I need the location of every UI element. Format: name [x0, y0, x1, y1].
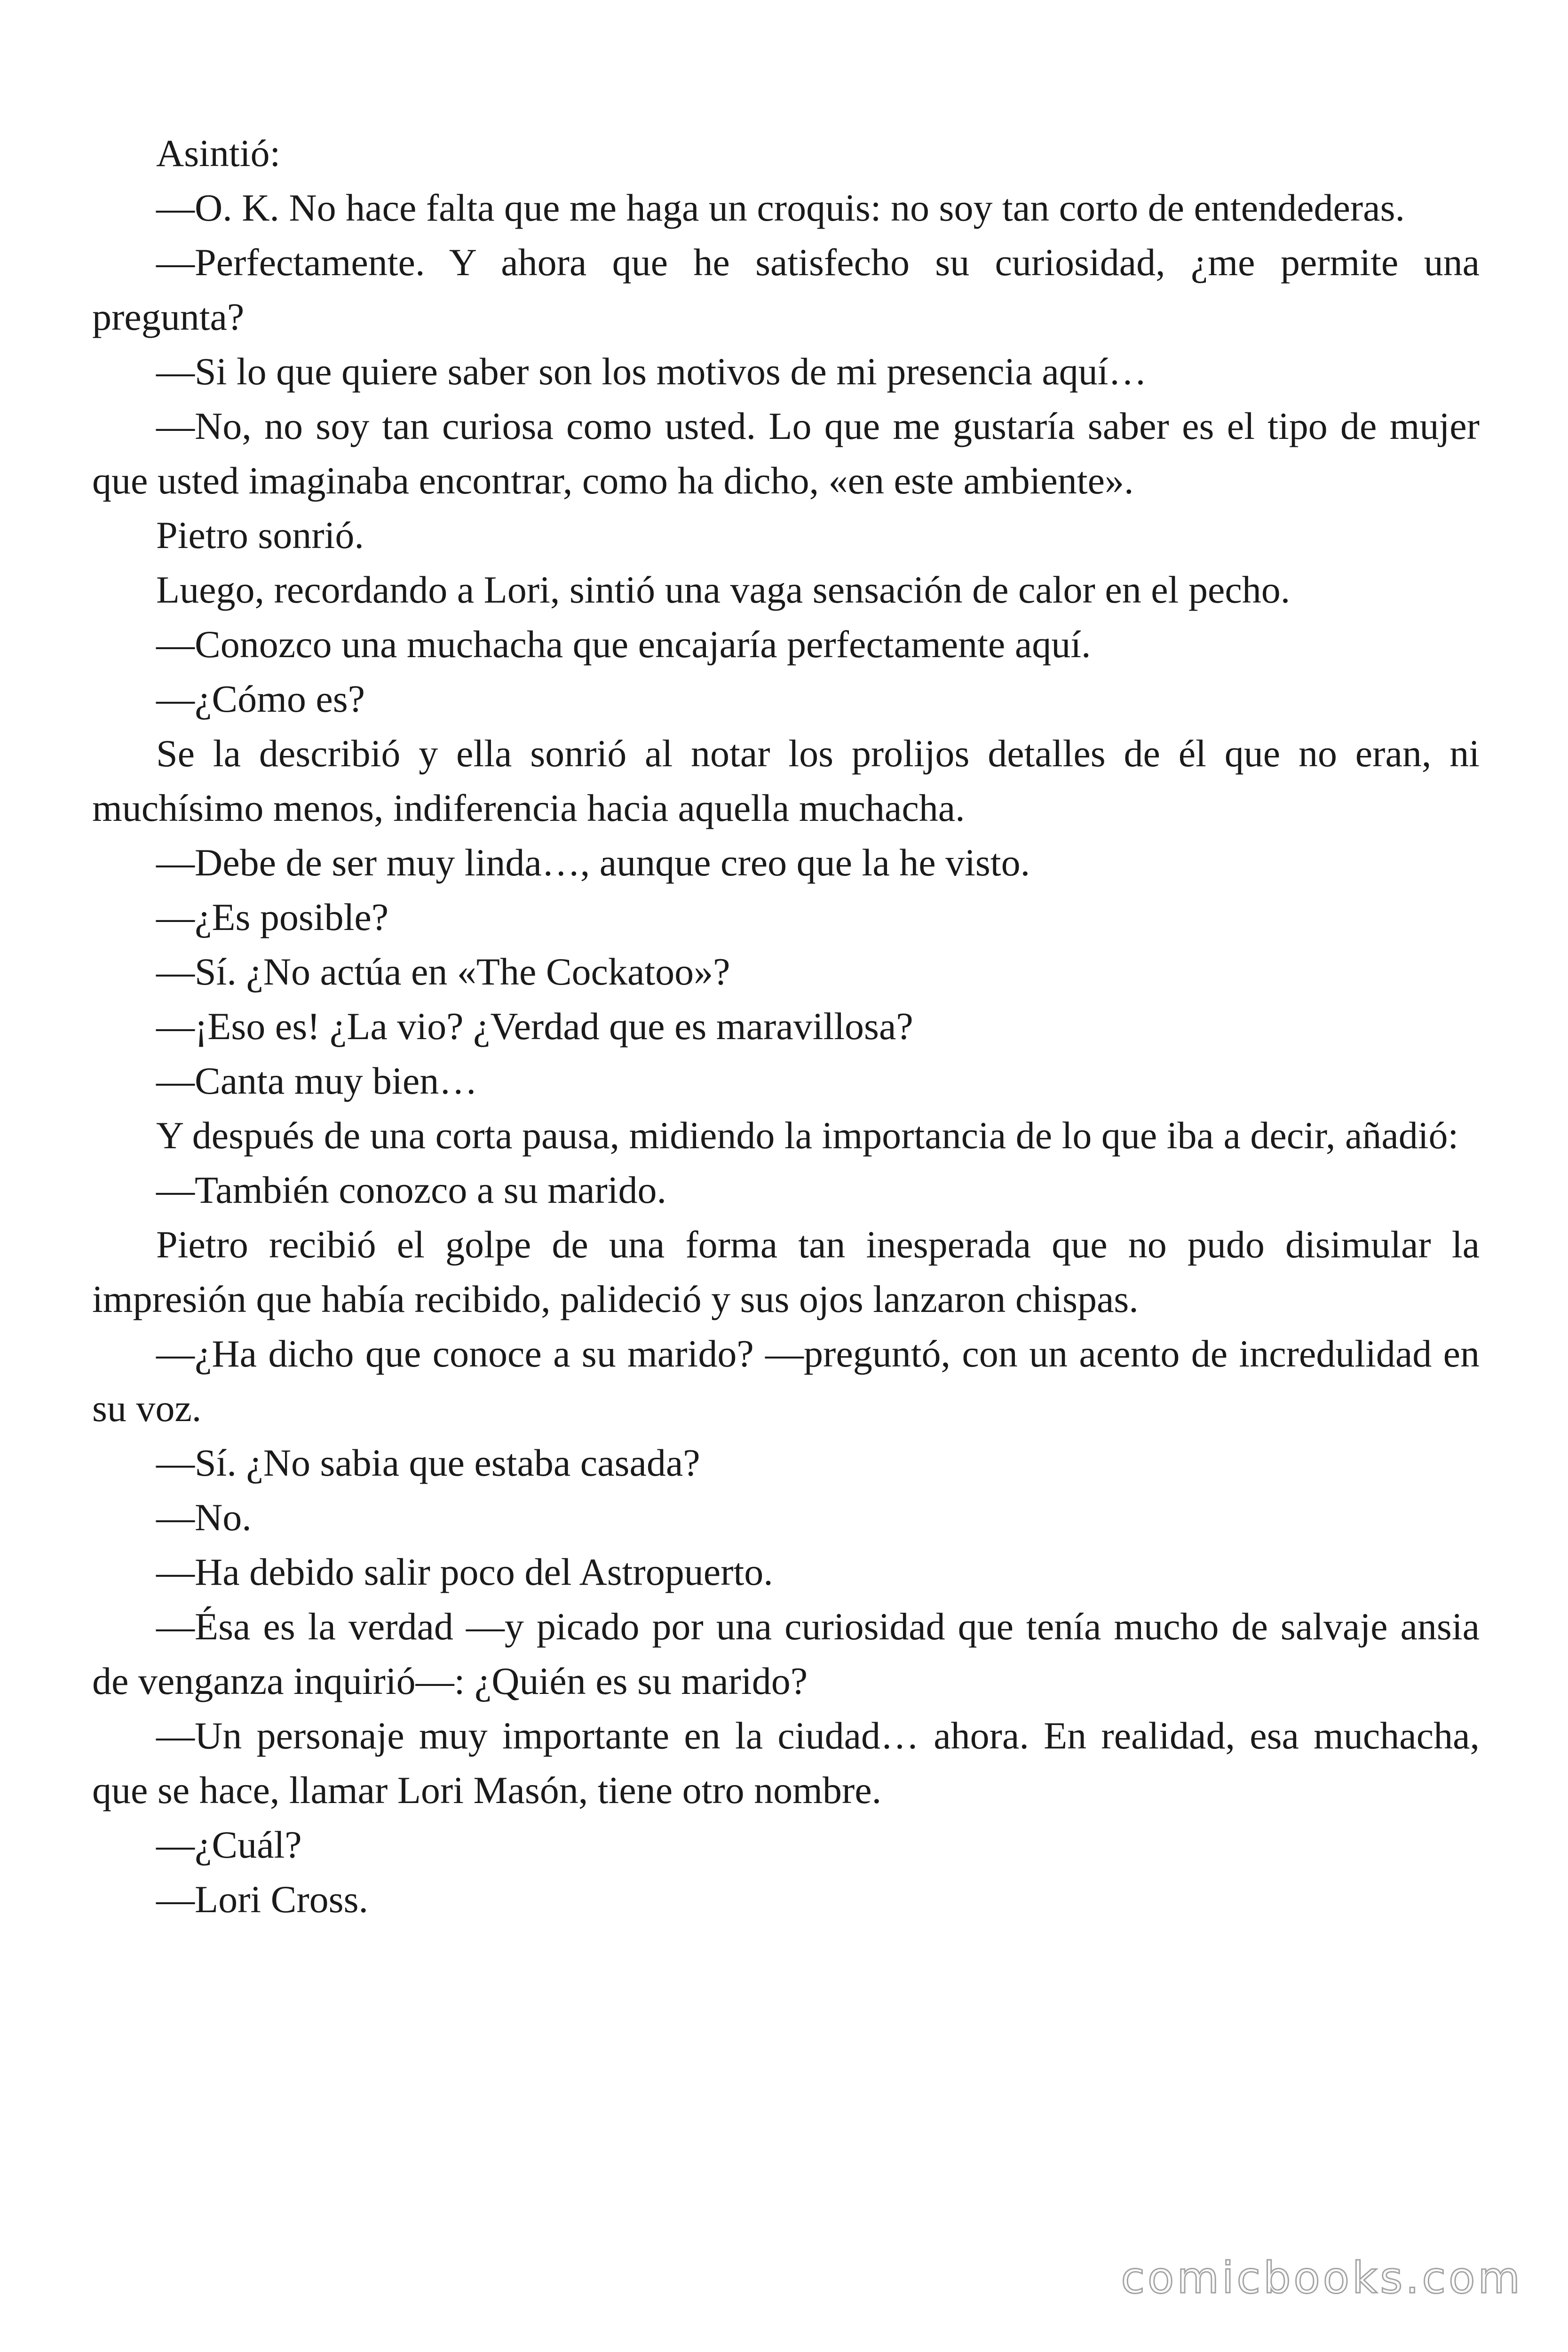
paragraph: Pietro recibió el golpe de una forma tan inesperada que no pudo disimular la impresión que había recibido, palideció y sus ojos lanzaron chispas. — [92, 1223, 1480, 1320]
paragraph: Y después de una corta pausa, midiendo la importancia de lo que iba a decir, añadió: — [156, 1114, 1459, 1157]
paragraph: —Canta muy bien… — [156, 1059, 478, 1102]
paragraph: —Sí. ¿No actúa en «The Cockatoo»? — [156, 950, 730, 993]
paragraph: —Ésa es la verdad —y picado por una curiosidad que tenía mucho de salvaje ansia de venganza inquirió—: ¿Quién es su marido? — [92, 1605, 1480, 1702]
paragraph: —Lori Cross. — [156, 1878, 368, 1921]
paragraph: —También conozco a su marido. — [156, 1168, 666, 1211]
paragraph: —¡Eso es! ¿La vio? ¿Verdad que es maravillosa? — [156, 1005, 913, 1048]
page-body — [92, 126, 1480, 1927]
paragraph: —¿Cómo es? — [156, 677, 365, 720]
watermark: comicbooks.com — [1121, 2253, 1523, 2303]
paragraph: —O. K. No hace falta que me haga un croquis: no soy tan corto de entendederas. — [156, 186, 1405, 229]
paragraph: —¿Cuál? — [156, 1823, 302, 1866]
paragraph: —Ha debido salir poco del Astropuerto. — [156, 1550, 773, 1593]
paragraph: —Un personaje muy importante en la ciudad… ahora. En realidad, esa muchacha, que se hace, llamar Lori Masón, tiene otro nombre. — [92, 1714, 1480, 1812]
paragraph: —No, no soy tan curiosa como usted. Lo que me gustaría saber es el tipo de mujer que usted imaginaba encontrar, como ha dicho, «en este ambiente». — [92, 405, 1480, 502]
paragraph: —Conozco una muchacha que encajaría perfectamente aquí. — [156, 623, 1091, 666]
paragraph: —Sí. ¿No sabia que estaba casada? — [156, 1441, 700, 1484]
paragraph: Se la describió y ella sonrió al notar los prolijos detalles de él que no eran, ni muchísimo menos, indiferencia hacia aquella muchacha. — [92, 732, 1480, 829]
paragraph: Pietro sonrió. — [156, 514, 364, 556]
paragraph: Asintió: — [156, 132, 281, 175]
paragraph: —¿Es posible? — [156, 896, 389, 938]
paragraph: —¿Ha dicho que conoce a su marido? —preguntó, con un acento de incredulidad en su voz. — [92, 1332, 1480, 1430]
paragraph: Luego, recordando a Lori, sintió una vaga sensación de calor en el pecho. — [156, 568, 1291, 611]
paragraph: —Si lo que quiere saber son los motivos de mi presencia aquí… — [156, 350, 1147, 393]
paragraph: —Debe de ser muy linda…, aunque creo que la he visto. — [156, 841, 1030, 884]
paragraph: —No. — [156, 1496, 252, 1539]
paragraph: —Perfectamente. Y ahora que he satisfecho su curiosidad, ¿me permite una pregunta? — [92, 241, 1480, 338]
